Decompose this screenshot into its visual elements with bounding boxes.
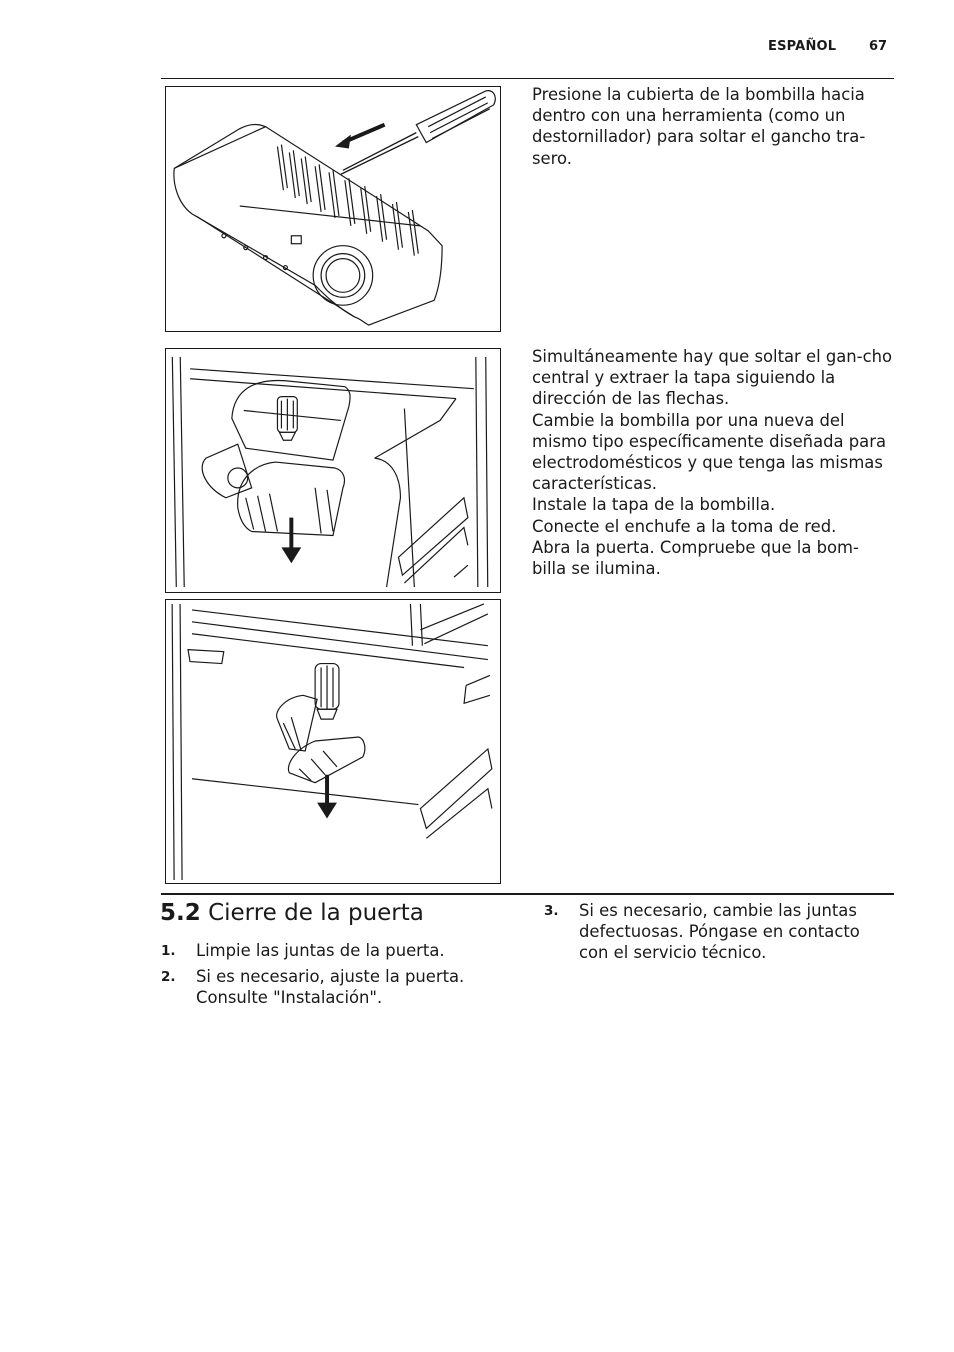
header-page-number: 67	[869, 39, 888, 54]
section-number: 5.2	[160, 900, 201, 926]
figure-lamp-cover-screwdriver	[165, 86, 501, 332]
figure-release-central-hook	[165, 348, 501, 593]
step-number: 1.	[161, 943, 176, 959]
instruction-line: Simultáneamente hay que soltar el gan-cho central y extraer la tapa siguiendo la dirección de las flechas.	[532, 347, 893, 409]
top-divider	[161, 78, 894, 79]
section-title-text: Cierre de la puerta	[208, 900, 424, 926]
section-title	[160, 898, 424, 928]
instruction-line: Cambie la bombilla por una nueva del mismo tipo específicamente diseñada para electrodomésticos y que tenga las mismas características.	[532, 410, 887, 494]
figure-remove-cover	[165, 599, 501, 884]
step-text: Limpie las juntas de la puerta.	[196, 941, 445, 960]
replacement-instructions	[532, 346, 892, 579]
section-divider	[161, 893, 894, 895]
header-language: ESPAÑOL	[768, 39, 837, 54]
step-text: Si es necesario, ajuste la puerta. Consulte "Instalación".	[196, 967, 465, 1007]
instruction-line: Abra la puerta. Compruebe que la bom-billa se ilumina.	[532, 537, 859, 579]
instruction-line: Instale la tapa de la bombilla.	[532, 495, 776, 515]
intro-paragraph: Presione la cubierta de la bombilla hacia dentro con una herramienta (como un destornillador) para soltar el gancho tra-sero.	[532, 85, 866, 168]
step-number: 2.	[161, 969, 176, 985]
step-number: 3.	[544, 903, 559, 919]
step-text: Si es necesario, cambie las juntas defectuosas. Póngase en contacto con el servicio técnico.	[579, 901, 860, 962]
instruction-line: Conecte el enchufe a la toma de red.	[532, 516, 837, 536]
